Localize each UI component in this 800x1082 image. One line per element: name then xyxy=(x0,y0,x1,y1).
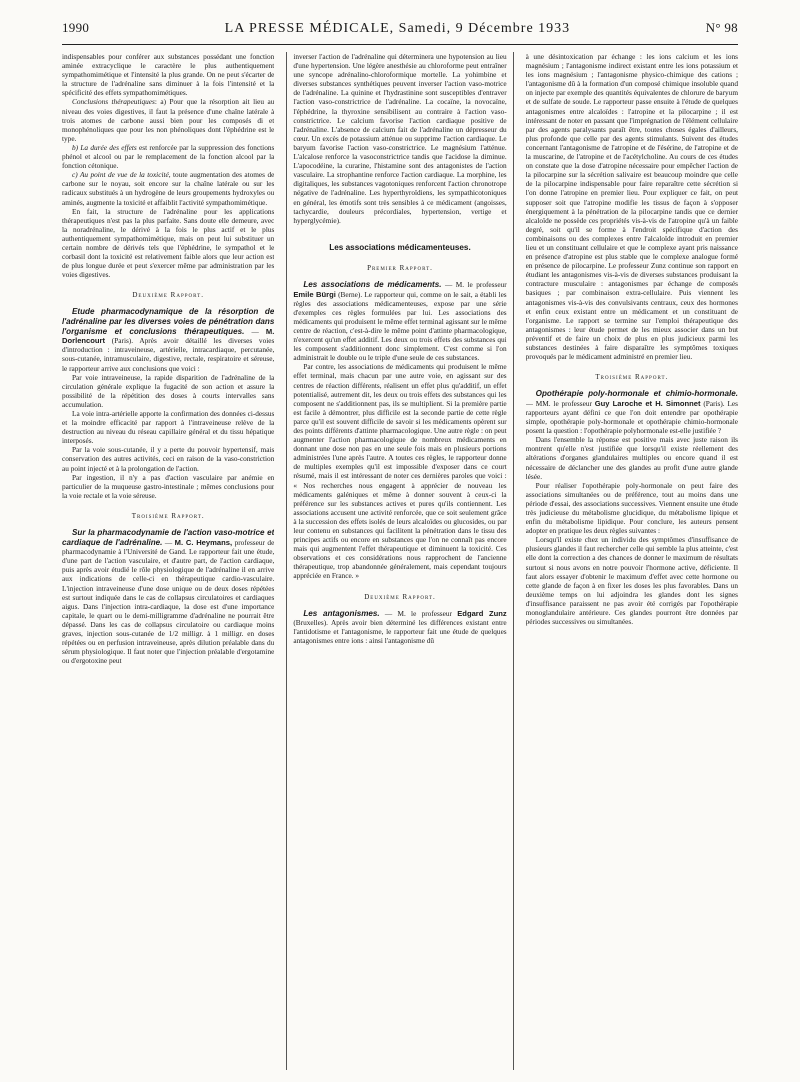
report-heading: Deuxième Rapport. xyxy=(364,592,436,601)
report-text: (Paris). Après avoir détaillé les diverses voies d'introduction : intraveineuse, artérielle, intracardiaque, percutanée, sous-cutanée, intramusculaire, digestive, rectale, respiratoire et séreuse, le rapporteur arrive aux conclusions que voici : xyxy=(62,336,275,373)
report-heading: Troisième Rapport. xyxy=(595,373,669,382)
paragraph: Par ingestion, il n'y a pas d'action vasculaire par anémie en particulier de la muqueuse gastro-intestinale ; mêmes conclusions pour la voie rectale et la voie séreuse. xyxy=(62,472,275,500)
report-text: (Berne). Le rapporteur qui, comme on le sait, a établi les règles des associations médicamenteuses, expose par une série d'exemples ces règles formulées par lui. Les associations des médicaments qui produisent le même effet terminal agissant sur le même centre de réaction, c'est-à-dire le même point d'attinte pharmacologique, n'exercent qu'un effet additif. Les deux ou trois effets des substances qui les composent s'additionnent donc simplement. C'est comme si l'on administrait le double ou le triple d'une seule de ces substances. xyxy=(293,289,507,363)
report-heading: Troisième Rapport. xyxy=(131,511,205,520)
report-heading: Premier Rapport. xyxy=(367,263,433,272)
paragraph-text: toute augmentation des atomes de carbone sur le noyau, soit encore sur la chaîne latérale ou sur les radicaux substitués à un hydrogène de leurs groupements hydroxyles ou aminés, augmente la toxicité et affaiblit l'activité sympathomimétique. xyxy=(62,170,275,207)
report-author: Emile Bürgi xyxy=(293,289,336,299)
report-text: (Paris). Les rapporteurs ayant défini ce que l'on doit entendre par opothérapie simple, opothérapie poly-hormonale et opothérapie chimio-hormonale posent la question : l'opothérapie polyhormonale est-elle justifiée ? xyxy=(525,398,738,436)
paragraph: inverser l'action de l'adrénaline qui déterminera une hypotension au lieu d'une hypertension. Une légère anesthésie au chloroforme peut entraîner une syncope adrénalino-chloroformique mortelle. La yohimbine et diverses substances synthétiques peuvent inverser l'action vaso-motrice de l'adrénaline. La quinine et l'hydrastinine sont susceptibles d'entraver l'action vaso-constrictrice de l'adrénaline. La cocaïne, la novocaïne, l'éphédrine, la thyroxine sensibilisent au contraire à l'action vaso-constrictrice. Le calcium favorise l'action cardiaque positive de l'adrénaline. L'absence de calcium fait de l'adrénaline un dépresseur du cœur. Un excès de potassium atténue ou supprime l'action cardiaque. Le baryum favorise l'action vaso-constrictrice. Le magnésium l'atténue. L'alcalose renforce la vasoconstrictrice tandis que l'acidose la diminue. L'apocodéine, la curarine, l'histamine sont des antagonistes de l'action vasculaire. La strophantine renforce l'action cardiaque. La morphine, les digitaliques, les substances vagotoniques renforcent l'action chronotrope négative de l'adrénaline. Les hyperthyroïdiens, les sympathicotoniques en général, les émotifs sont très sensibles à ce médicament (angoisses, tachycardie, douleurs précordiales, hypertension, vertige et hyperglycémie). xyxy=(293,52,507,225)
report-title: Les antagonismes. xyxy=(303,608,380,618)
lead-text: Conclusions thérapeutiques xyxy=(72,97,155,107)
report-title: Sur la pharmacodynamie de l'action vaso-motrice et cardiaque de l'adrénaline. xyxy=(62,528,275,547)
paragraph: à une désintoxication par échange : les ions calcium et les ions magnésium ; l'antagonisme indirect existant entre les ions potassium et les ions magnésium ; l'antagonisme physico-chimique des cations ; l'antagonisme dû à la formation d'un composé chimique insoluble quand on injecte par exemple des quantités équivalentes de chlorure de baryum et de sulfate de soude. Le rapporteur passe ensuite à l'étude de quelques antagonismes entre alcaloïdes : l'atropine et la pilocarpine ; il est intéressant de noter en passant que l'imprégnation de l'élément cellulaire par des agents paralysants paraît être, toutes choses égales d'ailleurs, plus profonde que celle par des agents stimulants. Suivent des études concernant l'antagonisme de l'atropine et de l'ésérine, de l'atropine et de la muscarine, de l'atropine et de l'acétylcholine. Au cours de ces études on constate que la dose d'atropine nécessaire pour empêcher l'action de la pilocarpine sur la sécrétion salivaire est beaucoup moindre que celle de la pilocarpine indispensable pour faire reparaître cette sécrétion si l'on donne l'atropine en premier lieu. Pour expliquer ce fait, on peut supposer soit que l'atropine modifie les tissus de façon à s'opposer énergiquement à la pénétration de la pilocarpine tandis que ce dernier alcaloïde ne possède ces propriétés vis-à-vis de l'atropine qu'à un faible degré, soit qu'il se forme à l'endroit spécifique d'action des combinaisons ou des complexes entre l'alcaloïde introduit en premier lieu et un constituant cellulaire et que le complexe ayant pris naissance en présence d'atropine est plus stable que le complexe analogue formé en présence de pilocarpine. Le professeur Zunz continue son rapport en étudiant les antagonismes vis-à-vis de diverses substances produisant la contracture musculaire : antagonismes par échange de composés basiques ; par combinaison extra-cellulaire. Puis viennent les antagonismes vis-à-vis des convulsivants centraux, ceux des hormones et enfin ceux existant entre un médicament et un constituant de l'organisme. Le rapport se termine sur l'emploi thérapeutique des antagonismes : leur étude permet de les mieux associer dans un but préventif et de faire un choix de plus en plus judicieux parmi les substances destinées à faire disparaître les symptômes toxiques provoqués par le médicament administré en premier lieu. xyxy=(525,52,738,362)
journal-title: LA PRESSE MÉDICALE, Samedi, 9 Décembre 1933 xyxy=(224,21,571,36)
report-intro xyxy=(293,609,506,646)
report-author: M. C. Heymans, xyxy=(174,537,233,547)
paragraph: Lorsqu'il existe chez un individu des symptômes d'insuffisance de plusieurs glandes il faut rechercher celle qui semble la plus atteinte, c'est elle dont la correction a des chances de donner le maximum de résultats surtout si nous avons en notre pouvoir l'hormone active, déficiente. Il faut alors essayer d'obtenir le maximum d'effet avec cette hormone ou cette glande de façon à en fixer les doses les plus favorables. Dans un deuxième temps on lui adjoindra les glandes dont les signes d'insuffisance paraissent ne pas avoir été corrigés par l'opothérapie monoglandulaire antérieure. Ces glandes pourront être données par périodes successives ou simultanées. xyxy=(525,535,738,627)
report-author: Edgard Zunz xyxy=(457,608,507,618)
issue-number: N° 98 xyxy=(705,20,738,35)
column-1 xyxy=(62,52,274,1070)
paragraph: Par contre, les associations de médicaments qui produisent le même effet terminal, mais chacun par une autre voie, en agissant sur des centres de réaction différents, réalisent un effet plus qu'additif, un effet potentialisé, autrement dit, les deux ou trois effets des substances qui les composent ne s'additionnent pas, ils se multiplient. Si la première partie est facile à démontrer, plus difficile est la seconde partie de cette règle parce qu'il est souvent difficile de savoir si les médicaments opèrent sur des points différents d'attinte pharmacologique. Une autre règle : on peut augmenter l'action pharmacologique de nombreux médicaments en donnant une dose non pas en une seule fois mais en plusieurs portions administrées l'une après l'autre. A toutes ces règles, le rapporteur donne de multiples exemples qu'il est impossible d'exposer dans ce court résumé, mais il est intéressant de noter ces dernières paroles que voici : « Nos recherches nous engagent à apprécier de nouveau les médicaments galéniques et même à donner souvent à ceux-ci la préférence sur les substances actives et pures qu'ils contiennent. Les associations accusent une activité renforcée, que ce soit seulement grâce à la succession des effets isolés de leurs alcaloïdes ou glucosides, ou par leur contenu en substances qui facilitent la pénétration dans le tissu des principes actifs ou encore en substances que l'on ne connaît pas encore mais qui augmentent l'effet thérapeutique et diminuent la toxicité. Ces observations et ces considérations nous rapprochent de l'ancienne thérapeutique, trop abandonnée généralement, mais cependant toujours appréciée en France. » xyxy=(293,362,507,581)
paragraph: La voie intra-artérielle apporte la confirmation des données ci-dessus et la moindre efficacité par rapport à l'intraveineuse relève de la destruction au niveau du réseau capillaire général et du tissu hépatique interposés. xyxy=(62,408,275,446)
lead-text: b) La durée des effets xyxy=(72,142,137,152)
report-intro: Etude pharmacodynamique de la résorption de l'adrénaline par les diverses voies de pénétration dans l'organisme et conclusions thérapeutiques. — M. Dorlencourt (Paris). Après avoir détaillé les diverses voies d'introduction : intraveineuse, artérielle, intracardiaque, percutanée, sous-cutanée, intramusculaire, digestive, rectale, respiratoire et séreuse, le rapporteur arrive aux conclusions que voici : xyxy=(62,307,275,373)
paragraph xyxy=(62,170,274,206)
report-title: Opothérapie poly-hormonale et chimio-hormonale. xyxy=(535,389,738,399)
paragraph-text: est renforcée par la suppression des fonctions phénol et alcool ou par le remplacement de la fonction alcool par la fonction cétonique. xyxy=(62,142,275,171)
report-intro xyxy=(526,389,738,435)
paragraph xyxy=(62,97,274,142)
report-title: Les associations de médicaments. xyxy=(303,279,442,289)
report-prefix: — MM. le professeur xyxy=(525,398,592,408)
column-3 xyxy=(526,52,738,1070)
paragraph: En fait, la structure de l'adrénaline pour les applications thérapeutiques n'est pas la plus parfaite. Sans doute elle demeure, avec la noradrénaline, le dérivé à la fois le plus actif et le plus authentiquement sympathomimétique, mais on peut lui substituer un certain nombre de dérivés tels que l'éphédrine, le sympathol et le corbasil dont la toxicité est relativement faible alors que leur action est de plus longue durée et peut s'exercer même par administration par les voies digestives. xyxy=(62,206,275,280)
column-2 xyxy=(286,52,513,1070)
paragraph: Dans l'ensemble la réponse est positive mais avec juste raison ils montrent qu'elle n'est justifiée que lorsqu'il existe réellement des altérations d'organes glandulaires multiples ou encore quand il est nécessaire de déclancher une des glandes au profit d'une autre glande lésée. xyxy=(525,435,738,481)
lead-text: c) Au point de vue de la toxicité, xyxy=(72,170,171,180)
paragraph xyxy=(62,143,274,170)
report-prefix: — M. le professeur xyxy=(444,279,507,289)
report-title: Etude pharmacodynamique de la résorption de l'adrénaline par les diverses voies de pénétration dans l'organisme et conclusions thérapeutiques. xyxy=(62,307,275,336)
report-heading: Deuxième Rapport. xyxy=(132,291,204,300)
report-intro: Sur la pharmacodynamie de l'action vaso-motrice et cardiaque de l'adrénaline. — M. C. Heymans, professeur de pharmacodynamie à l'Université de Gand. Le rapporteur fait une étude, d'une part de l'action vasculaire, et d'autre part, de l'action cardiaque, puis après avoir étudié le rôle physiologique de l'adrénaline il en arrive aux indications de celle-ci en thérapeutique cardio-vasculaire. L'injection intraveineuse d'une dose unique ou de deux doses répétées est surtout indiquée dans le cas de collapsus circulatoires et cardiaques aigus. Dans l'injection intra-cardiaque, la dose est d'une importance capitale, le quart ou le demi-milligramme d'adrénaline ne pourrait être dépassé. Dans les cas de collapsus circulatoire ou cardiaque moins graves, injection sous-cutanée de 1/2 milligr. à 1 milligr. en doses répétées ou en perfusion intraveineuse, après dilution préalable dans du sérum physiologique. Il faut noter que l'injection préalable d'ergotamine ou d'ergotoxine peut xyxy=(62,528,275,666)
report-intro xyxy=(293,280,506,362)
report-author: Guy Laroche et H. Simonnet xyxy=(594,398,701,408)
paragraph: Par la voie sous-cutanée, il y a perte du pouvoir hypertensif, mais conservation des autres activités, ceci en raison de la vaso-constriction au point injecté et à la prolongation de l'action. xyxy=(62,445,275,473)
text-columns xyxy=(62,52,738,1070)
paragraph: Par voie intraveineuse, la rapide disparition de l'adrénaline de la circulation générale explique la fugacité de son action et assure la possibilité de la répétition des doses à courts intervalles sans accumulation. xyxy=(62,372,275,409)
report-prefix: — M. le professeur xyxy=(384,608,452,618)
paragraph: Pour réaliser l'opothérapie poly-hormonale on peut faire des associations simultanées ou de préférence, tout au moins dans une période d'essai, des associations successives. Viennent ensuite une étude très judicieuse du métabolisme glucidique, du métabolisme lipique et enfin du métabolisme lipidique. Pour conclure, les auteurs pensent adopter en pratique les deux règles suivantes : xyxy=(525,480,738,536)
header-rule xyxy=(62,44,738,45)
report-text: (Bruxelles). Après avoir bien déterminé les différences existant entre l'antidotisme et l'antagonisme, le rapporteur fait une étude de quelques antagonismes entre ions : ainsi l'antagonisme dû xyxy=(293,618,507,646)
paragraph-text: : a) Pour que la résorption ait lieu au niveau des voies digestives, il faut la présence d'une chaîne latérale à trois atomes de carbone aussi bien pour les composés di et monophénoliques que pour les non phénoliques dont l'éphédrine est le type. xyxy=(62,97,275,143)
page-header xyxy=(62,20,738,42)
report-text: professeur de pharmacodynamie à l'Université de Gand. Le rapporteur fait une étude, d'une part de l'action vasculaire, et d'autre part, de l'action cardiaque, puis après avoir étudié le rôle physiologique de l'adrénaline il en arrive aux indications de celle-ci en thérapeutique cardio-vasculaire. L'injection intraveineuse d'une dose unique ou de deux doses répétées est surtout indiquée dans le cas de collapsus circulatoires et cardiaques aigus. Dans l'injection intra-cardiaque, la dose est d'une importance capitale, le quart ou le demi-milligramme d'adrénaline ne pourrait être dépassé. Dans les cas de collapsus circulatoire ou cardiaque moins graves, injection sous-cutanée de 1/2 milligr. à 1 milligr. en doses répétées ou en perfusion intraveineuse, après dilution préalable dans du sérum physiologique. Il faut noter que l'injection préalable d'ergotamine ou d'ergotoxine peut xyxy=(62,537,275,666)
page-number: 1990 xyxy=(62,20,90,35)
report-author: M. Dorlencourt xyxy=(62,326,275,346)
paragraph: indispensables pour conférer aux substances possédant une fonction aminée extracyclique le caractère le plus authentiquement sympathomimétique et l'intensité la plus grande. On ne peut s'écarter de la structure de l'adrénaline sans diminuer à la fois l'intensité et la spécificité des effets sympathomimétiques. xyxy=(62,52,275,98)
section-title: Les associations médicamenteuses. xyxy=(329,242,471,252)
